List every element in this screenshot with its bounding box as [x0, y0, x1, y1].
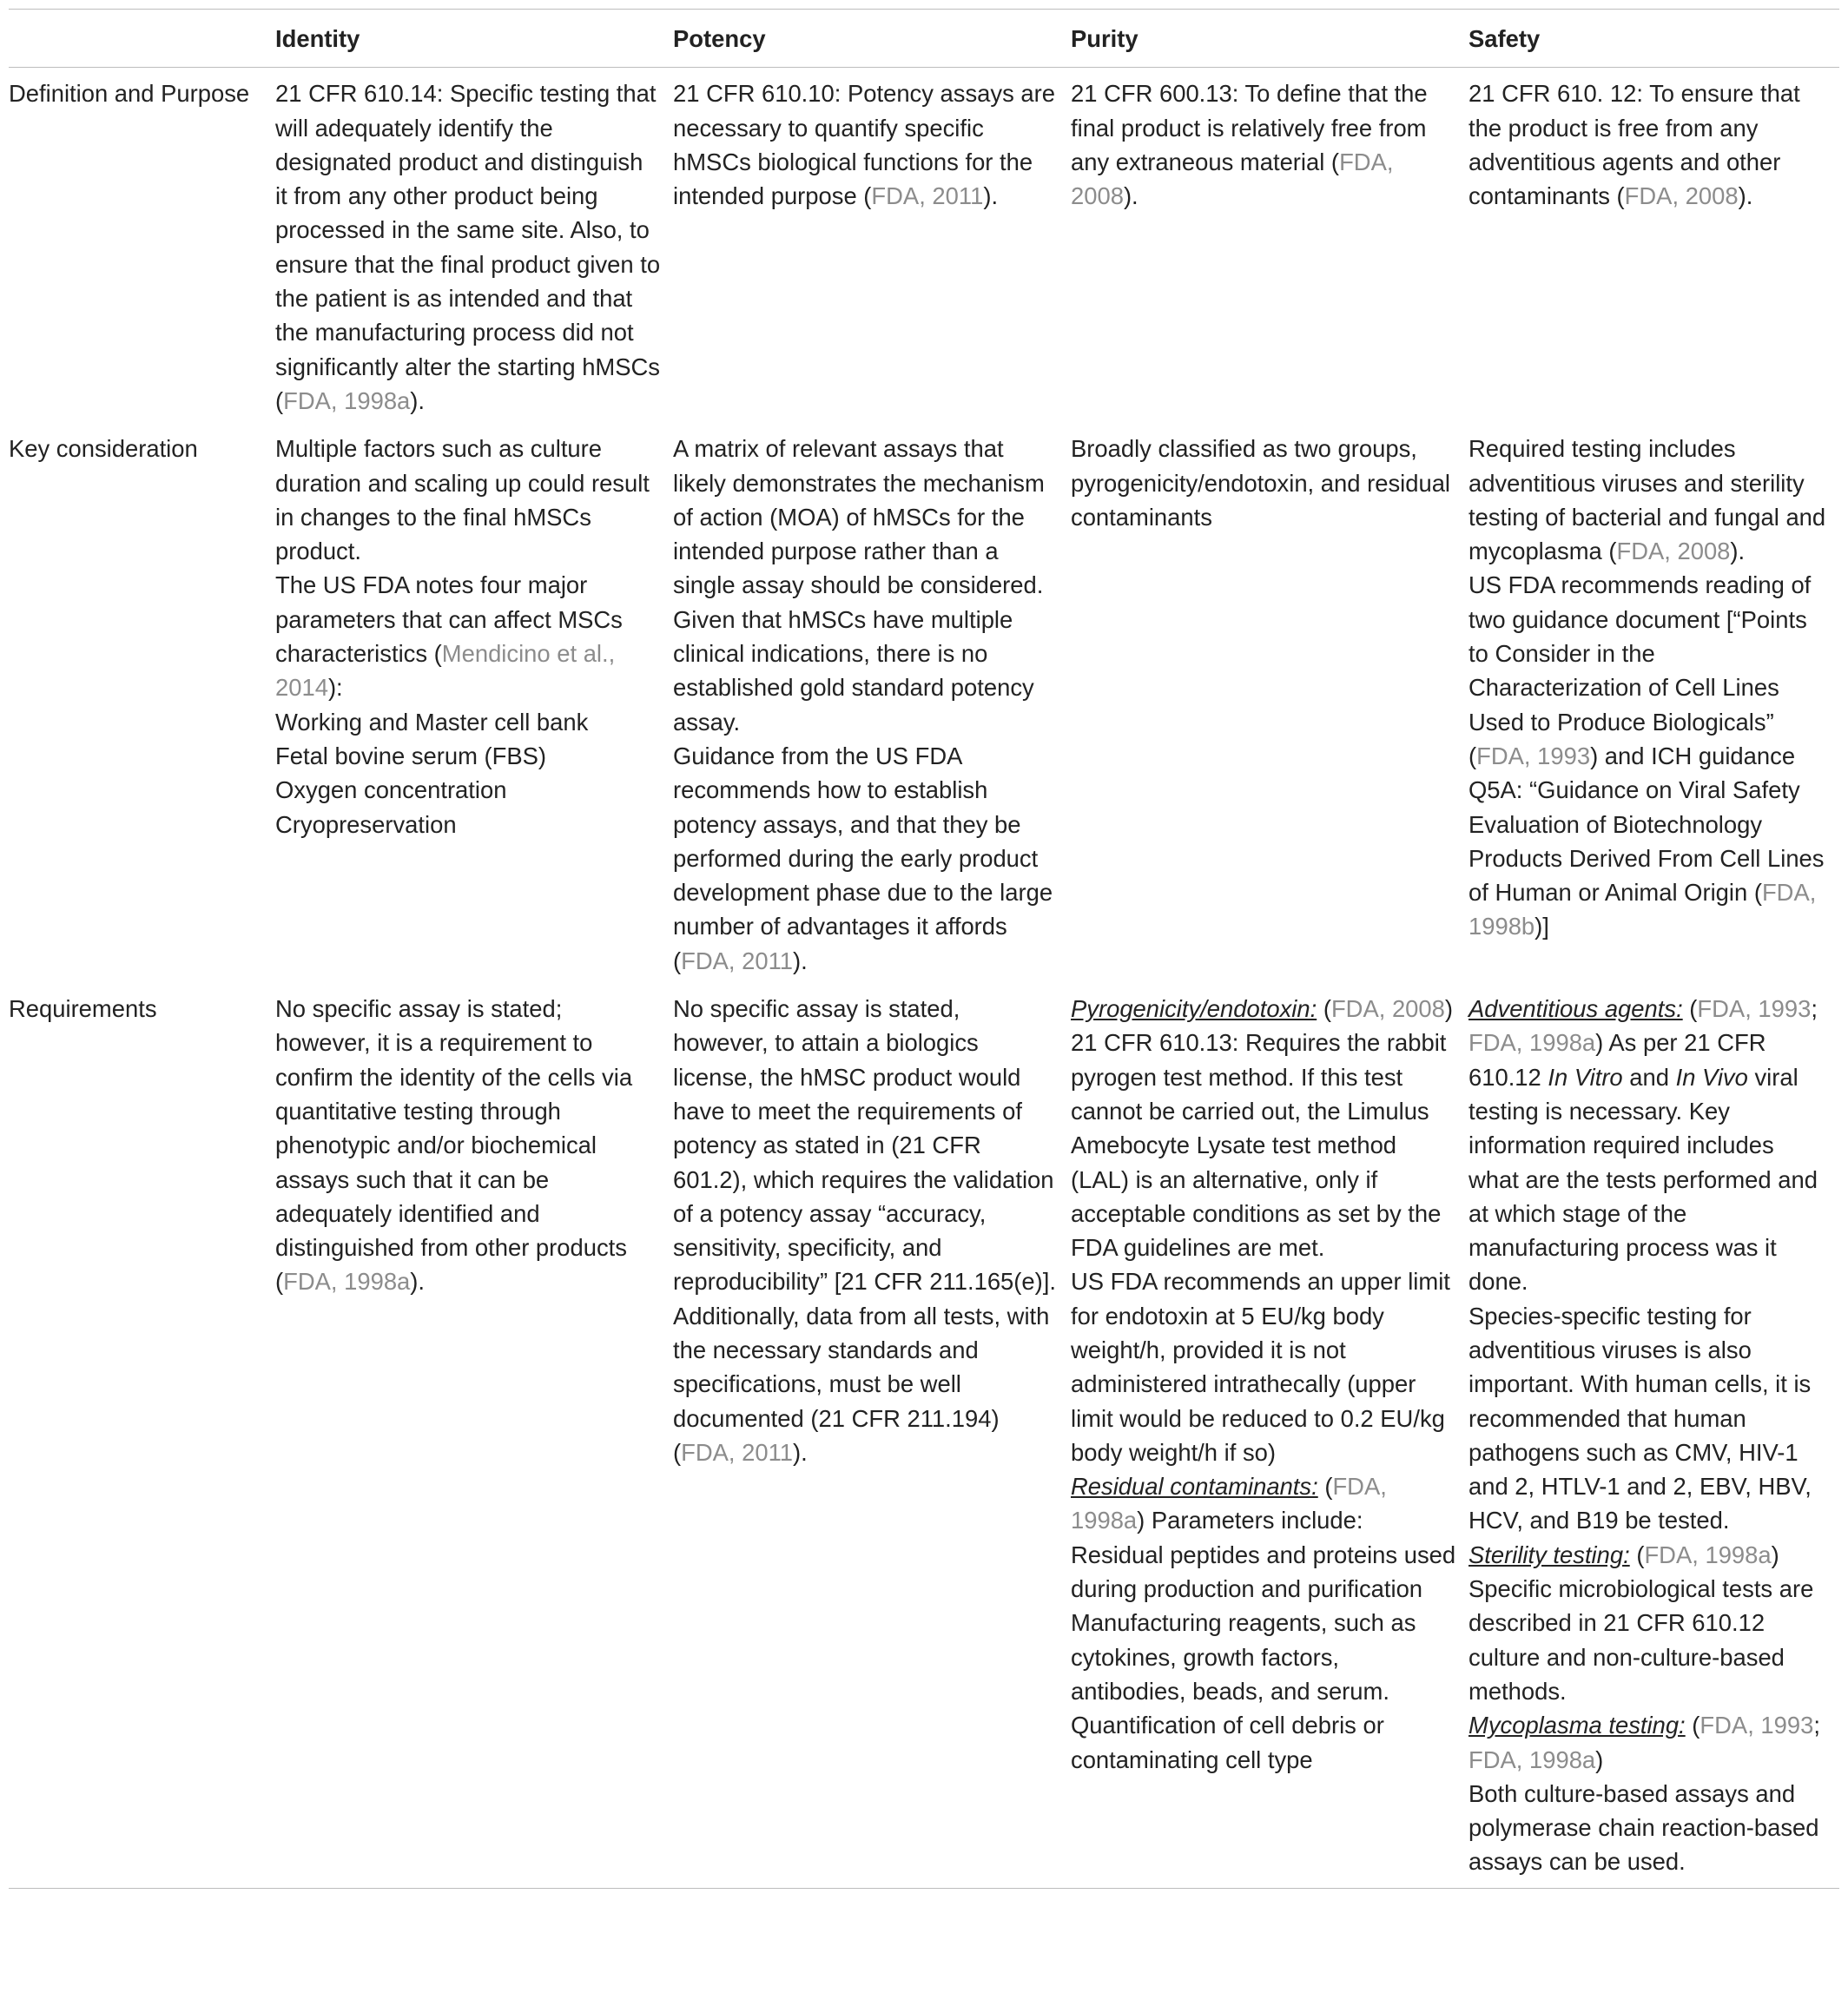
cell-purity	[1071, 983, 1468, 1888]
cell-safety	[1468, 68, 1839, 423]
body-text: ) 21 CFR 610.13: Requires the rabbit pyrogen test method. If this test cannot be carried out, the Limulus Amebocyte Lysate test method (LAL) is an alternative, only if acceptable conditions as set by the FDA guidelines are met.	[1071, 995, 1453, 1262]
header-safety: Safety	[1468, 10, 1839, 68]
cell-line	[275, 992, 661, 1299]
header-identity: Identity	[275, 10, 673, 68]
body-text: ).	[793, 1438, 808, 1466]
body-text: US FDA recommends an upper limit for endotoxin at 5 EU/kg body weight/h, provided it is not administered intrathecally (upper limit would be reduced to 0.2 EU/kg body weight/h if so)	[1071, 1268, 1450, 1466]
body-text: The US FDA notes four major parameters that can affect MSCs characteristics (	[275, 571, 623, 668]
cell-line	[1468, 1708, 1827, 1777]
citation-text: FDA, 2008	[1616, 538, 1731, 565]
body-text: ) As per 21 CFR 610.12	[1468, 1029, 1766, 1091]
cell-line	[1071, 1606, 1456, 1708]
header-potency: Potency	[673, 10, 1071, 68]
body-text: Working and Master cell bank	[275, 708, 589, 736]
cell-line	[1468, 1777, 1827, 1879]
body-text: and	[1622, 1063, 1676, 1091]
body-text: Both culture-based assays and polymerase chain reaction-based assays can be used.	[1468, 1779, 1819, 1876]
cell-line	[673, 76, 1059, 213]
citation-text: FDA, 1993	[1700, 1712, 1814, 1739]
cell-line	[1071, 1708, 1456, 1777]
cell-identity	[275, 423, 673, 983]
body-text: ).	[1123, 182, 1138, 210]
citation-text: FDA, 2011	[681, 1438, 794, 1466]
cell-line	[673, 739, 1059, 978]
body-text: Residual peptides and proteins used during production and purification	[1071, 1541, 1456, 1603]
citation-text: FDA, 1998a	[1071, 1473, 1387, 1534]
cell-potency	[673, 983, 1071, 1888]
body-text: Quantification of cell debris or contaminating cell type	[1071, 1712, 1384, 1773]
citation-text: FDA, 2008	[1624, 182, 1739, 210]
subheading-text: Residual contaminants:	[1071, 1473, 1318, 1501]
body-text: (	[1682, 995, 1698, 1023]
row-label: Definition and Purpose	[9, 80, 250, 108]
body-text: ).	[1730, 538, 1746, 565]
cell-safety	[1468, 983, 1839, 1888]
cell-line	[1071, 76, 1456, 213]
cell-purity	[1071, 423, 1468, 983]
body-text: (	[1685, 1712, 1700, 1739]
body-text: Fetal bovine serum (FBS)	[275, 742, 547, 769]
cell-line	[1071, 1469, 1456, 1538]
cell-line	[673, 432, 1059, 602]
citation-text: FDA, 1993	[1476, 742, 1591, 769]
citation-text: FDA, 2011	[681, 947, 794, 974]
header-purity: Purity	[1071, 10, 1468, 68]
cell-potency	[673, 68, 1071, 423]
cell-line	[673, 603, 1059, 739]
header-cell-blank	[9, 10, 275, 68]
row-label: Key consideration	[9, 435, 198, 463]
body-text: Oxygen concentration	[275, 776, 507, 804]
cell-line	[275, 808, 661, 841]
body-text: ).	[410, 1268, 426, 1296]
subheading-text: Sterility testing:	[1468, 1541, 1630, 1568]
citation-text: FDA, 1998a	[1468, 1029, 1596, 1057]
row-key-consideration	[9, 423, 1839, 983]
body-text: ) and ICH guidance Q5A: “Guidance on Viral Safety Evaluation of Biotechnology Products Derived From Cell Lines of Human or Animal Origin (	[1468, 742, 1825, 907]
subheading-text: Mycoplasma testing:	[1468, 1712, 1686, 1739]
cell-line	[1468, 1572, 1827, 1708]
row-definition-purpose	[9, 68, 1839, 423]
header-row	[9, 10, 1839, 68]
body-text: Species-specific testing for adventitious viruses is also important. With human cells, it is recommended that human pathogens such as CMV, HIV-1 and 2, HTLV-1 and 2, EBV, HBV, HCV, and B19 be tested.	[1468, 1302, 1812, 1534]
citation-text: FDA, 2008	[1330, 995, 1445, 1023]
cell-potency	[673, 423, 1071, 983]
body-text: ;	[1811, 995, 1818, 1023]
body-text: )	[1595, 1745, 1604, 1773]
cell-line	[1071, 1538, 1456, 1607]
regulatory-requirements-table	[9, 9, 1839, 1889]
cell-line	[1468, 568, 1827, 943]
cell-identity	[275, 68, 673, 423]
cell-line	[1071, 1264, 1456, 1469]
body-text: A matrix of relevant assays that likely demonstrates the mechanism of action (MOA) of hMSCs for the intended purpose rather than a single assay should be considered.	[673, 435, 1045, 599]
row-label: Requirements	[9, 983, 275, 1888]
body-text: )	[1771, 1541, 1779, 1568]
cell-line	[1468, 432, 1827, 568]
body-text: ).	[1738, 182, 1753, 210]
body-text: ).	[983, 182, 999, 210]
body-text: Required testing includes adventitious viruses and sterility testing of bacterial and fungal and mycoplasma (	[1468, 435, 1826, 565]
cell-line	[275, 705, 661, 739]
body-text: ) Parameters include:	[1137, 1507, 1363, 1534]
citation-text: Mendicino et al., 2014	[275, 640, 616, 702]
citation-text: FDA, 2008	[1071, 148, 1394, 210]
body-text: (	[1317, 995, 1331, 1023]
citation-text: FDA, 1998b	[1468, 879, 1817, 940]
citation-text: FDA, 1998a	[283, 1268, 411, 1296]
body-text: Broadly classified as two groups, pyrogenicity/endotoxin, and residual contaminants	[1071, 435, 1451, 531]
cell-line	[1468, 76, 1827, 213]
body-text: No specific assay is stated, however, to attain a biologics license, the hMSC product would have to meet the requirements of potency as stated in (21 CFR 601.2), which requires the validation of a potency assay “accuracy, sensitivity, specificity, and reproducibility” [21 CFR 211.165(e)].	[673, 995, 1056, 1296]
body-text: 21 CFR 610.10: Potency assays are necessary to quantify specific hMSCs biological functions for the intended purpose (	[673, 80, 1056, 210]
body-text: (	[1629, 1541, 1645, 1568]
body-text: No specific assay is stated; however, it is a requirement to confirm the identity of the cells via quantitative testing through phenotypic and/or biochemical assays such that it can be adequately identified and distinguished from other products (	[275, 995, 633, 1296]
citation-text: FDA, 1993	[1697, 995, 1812, 1023]
body-text: Cryopreservation	[275, 810, 457, 838]
cell-line	[275, 76, 661, 418]
body-text: (	[1317, 1473, 1333, 1501]
subheading-text: Pyrogenicity/endotoxin:	[1071, 995, 1317, 1023]
body-text: viral testing is necessary. Key information required includes what are the tests performed and at which stage of the manufacturing process was it done.	[1468, 1063, 1818, 1296]
body-text: 21 CFR 610. 12: To ensure that the product is free from any adventitious agents and other contaminants (	[1468, 80, 1800, 210]
cell-line	[1468, 1299, 1827, 1538]
citation-text: FDA, 1998a	[283, 386, 411, 414]
body-text: )]	[1534, 913, 1549, 940]
body-text: Multiple factors such as culture duration and scaling up could result in changes to the final hMSCs product.	[275, 435, 650, 565]
citation-text: FDA, 2011	[871, 182, 984, 210]
body-text: Guidance from the US FDA recommends how to establish potency assays, and that they be performed during the early product development phase due to the large number of advantages it affords (	[673, 742, 1053, 974]
body-text: US FDA recommends reading of two guidance document [“Points to Consider in the Characterization of Cell Lines Used to Produce Biologicals” (	[1468, 571, 1812, 769]
body-text: ):	[327, 674, 343, 702]
cell-line	[275, 432, 661, 568]
citation-text: FDA, 1998a	[1468, 1745, 1596, 1773]
cell-line	[1071, 992, 1456, 1264]
body-text: 21 CFR 610.14: Specific testing that will adequately identify the designated product and distinguish it from any other product being processed in the same site. Also, to ensure that the final product given to the patient is as intended and that the manufacturing process did not significantly alter the starting hMSCs (	[275, 80, 661, 414]
cell-line	[1071, 432, 1456, 534]
italic-text: In Vivo	[1675, 1063, 1748, 1091]
body-text: Given that hMSCs have multiple clinical indications, there is no established gold standard potency assay.	[673, 605, 1034, 736]
cell-line	[275, 739, 661, 773]
body-text: ;	[1813, 1712, 1820, 1739]
cell-line	[673, 992, 1059, 1299]
cell-identity	[275, 983, 673, 1888]
cell-line	[1468, 1538, 1827, 1572]
citation-text: FDA, 1998a	[1644, 1541, 1772, 1568]
cell-safety	[1468, 423, 1839, 983]
cell-line	[275, 568, 661, 704]
cell-line	[275, 773, 661, 807]
body-text: Specific microbiological tests are described in 21 CFR 610.12 culture and non-culture-based methods.	[1468, 1575, 1814, 1705]
subheading-text: Adventitious agents:	[1468, 995, 1683, 1023]
body-text: 21 CFR 600.13: To define that the final product is relatively free from any extraneous material (	[1071, 80, 1428, 175]
cell-purity	[1071, 68, 1468, 423]
cell-line	[1468, 992, 1827, 1299]
row-requirements	[9, 983, 1839, 1888]
italic-text: In Vitro	[1548, 1063, 1623, 1091]
body-text: ).	[410, 386, 426, 414]
body-text: Manufacturing reagents, such as cytokines, growth factors, antibodies, beads, and serum.	[1071, 1609, 1416, 1705]
cell-line	[673, 1299, 1059, 1469]
body-text: Additionally, data from all tests, with the necessary standards and specifications, must be well documented (21 CFR 211.194) (	[673, 1302, 1050, 1466]
body-text: ).	[793, 947, 808, 974]
